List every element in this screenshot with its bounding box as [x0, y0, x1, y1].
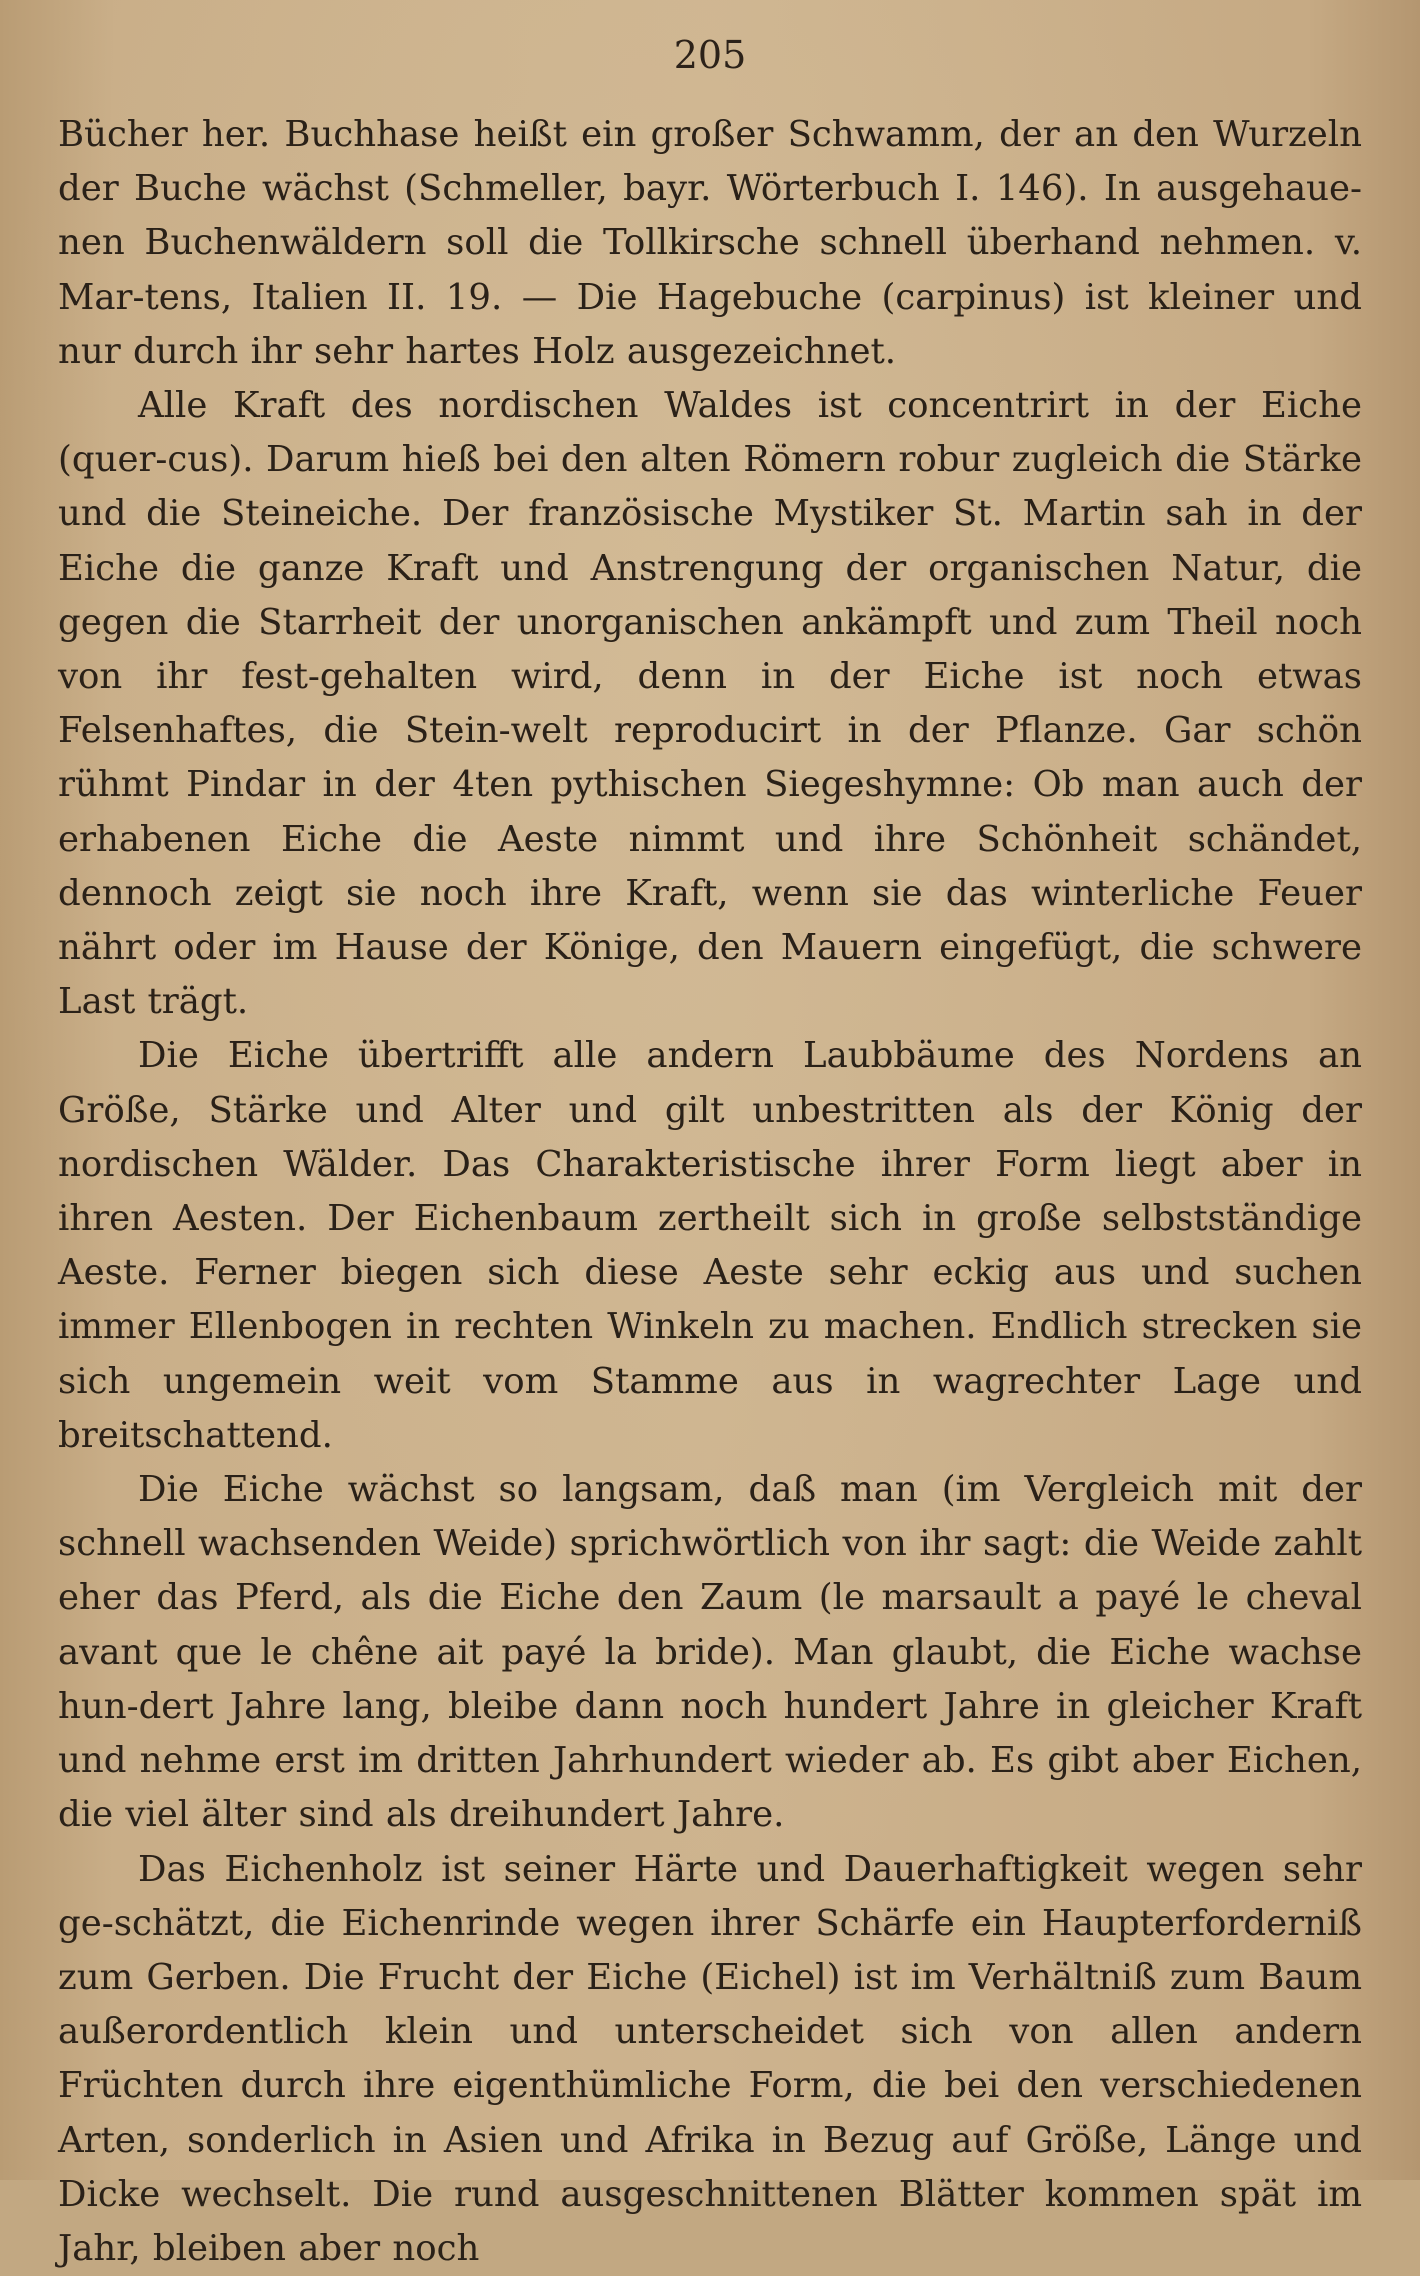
paragraph-5-oak-wood: Das Eichenholz ist seiner Härte und Dauerhaftigkeit wegen sehr ge-schätzt, die Eichenrinde wegen ihrer Schärfe ein Haupterforderniß zum Gerben. Die Frucht der Eiche (Eichel) ist im Verhältniß zum Baum außerordentlich klein und unterscheidet sich von allen andern Früchten durch ihre eigenthümliche Form, die bei den verschiedenen Arten, sonderlich in Asien und Afrika in Bezug auf Größe, Länge und Dicke wechselt. Die rund ausgeschnittenen Blätter kommen spät im Jahr, bleiben aber noch [58, 1843, 1362, 2276]
paragraph-4-oak-growth: Die Eiche wächst so langsam, daß man (im Vergleich mit der schnell wachsenden Weide) sprichwörtlich von ihr sagt: die Weide zahlt eher das Pferd, als die Eiche den Zaum (le marsault a payé le cheval avant que le chêne ait payé la bride). Man glaubt, die Eiche wachse hun-dert Jahre lang, bleibe dann noch hundert Jahre in gleicher Kraft und nehme erst im dritten Jahrhundert wieder ab. Es gibt aber Eichen, die viel älter sind als dreihundert Jahre. [58, 1463, 1362, 1842]
paragraph-2-oak-strength: Alle Kraft des nordischen Waldes ist concentrirt in der Eiche (quer-cus). Darum hieß bei den alten Römern robur zugleich die Stärke und die Steineiche. Der französische Mystiker St. Martin sah in der Eiche die ganze Kraft und Anstrengung der organischen Natur, die gegen die Starrheit der unorganischen ankämpft und zum Theil noch von ihr fest-gehalten wird, denn in der Eiche ist noch etwas Felsenhaftes, die Stein-welt reproducirt in der Pflanze. Gar schön rühmt Pindar in der 4ten pythischen Siegeshymne: Ob man auch der erhabenen Eiche die Aeste nimmt und ihre Schönheit schändet, dennoch zeigt sie noch ihre Kraft, wenn sie das winterliche Feuer nährt oder im Hause der Könige, den Mauern eingefügt, die schwere Last trägt. [58, 379, 1362, 1029]
page-number: 205 [58, 30, 1362, 80]
paragraph-1-continuation: Bücher her. Buchhase heißt ein großer Schwamm, der an den Wurzeln der Buche wächst (Schmeller, bayr. Wörterbuch I. 146). In ausgehaue-nen Buchenwäldern soll die Tollkirsche schnell überhand nehmen. v. Mar-tens, Italien II. 19. — Die Hagebuche (carpinus) ist kleiner und nur durch ihr sehr hartes Holz ausgezeichnet. [58, 108, 1362, 379]
paragraph-3-oak-form: Die Eiche übertrifft alle andern Laubbäume des Nordens an Größe, Stärke und Alter und gilt unbestritten als der König der nordischen Wälder. Das Charakteristische ihrer Form liegt aber in ihren Aesten. Der Eichenbaum zertheilt sich in große selbstständige Aeste. Ferner biegen sich diese Aeste sehr eckig aus und suchen immer Ellenbogen in rechten Winkeln zu machen. Endlich strecken sie sich ungemein weit vom Stamme aus in wagrechter Lage und breitschattend. [58, 1029, 1362, 1463]
